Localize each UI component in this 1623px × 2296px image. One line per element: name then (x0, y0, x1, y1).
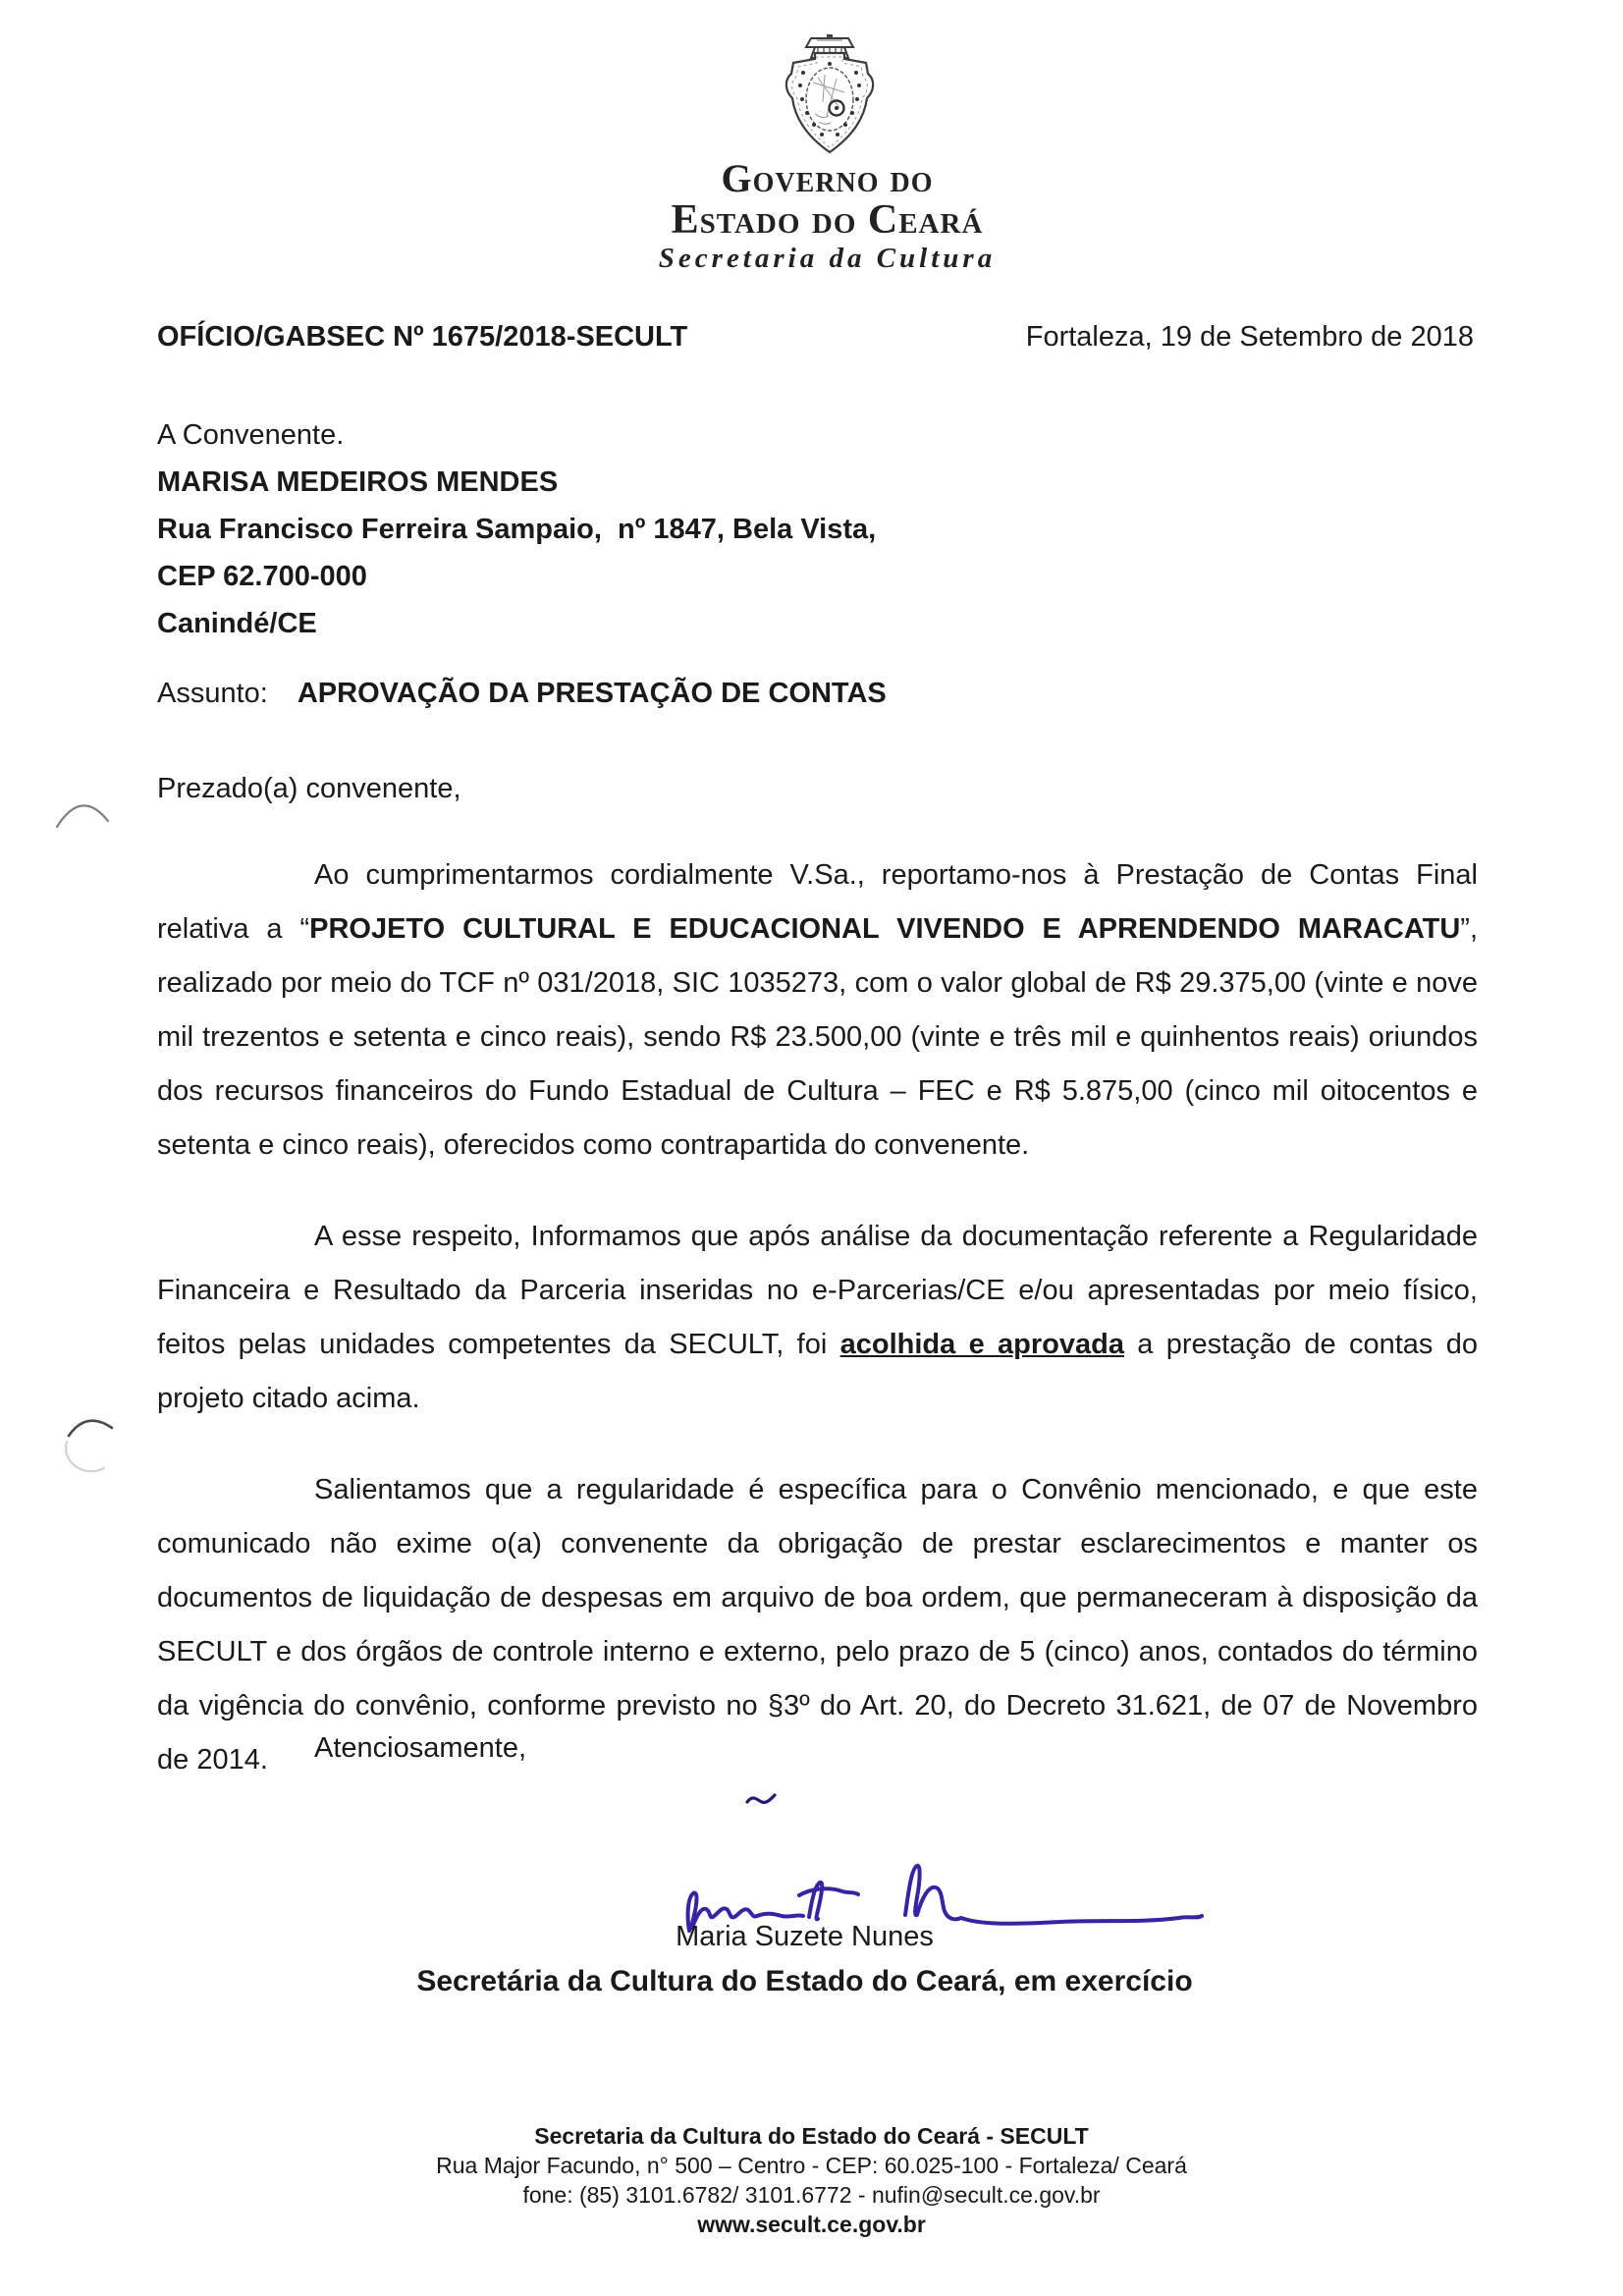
project-title: PROJETO CULTURAL E EDUCACIONAL VIVENDO E APRENDENDO MARACATU (309, 913, 1461, 945)
footer-website: www.secult.ce.gov.br (697, 2212, 926, 2237)
paragraph-2 (157, 1210, 1478, 1426)
pen-mark-icon (744, 1789, 778, 1809)
ceara-coat-of-arms-icon (756, 33, 903, 163)
org-name-line1: Governo do (721, 156, 934, 200)
place-and-date: Fortaleza, 19 de Setembro de 2018 (1025, 321, 1474, 353)
addressee-name: MARISA MEDEIROS MENDES (157, 466, 559, 498)
footer-org: Secretaria da Cultura do Estado do Ceará - SECULT (534, 2123, 1089, 2149)
footer-block (0, 2121, 1623, 2239)
paragraph-text: Salientamos que a regularidade é específica para o Convênio mencionado, e que este comunicado não exime o(a) convenente da obrigação de prestar esclarecimentos e manter os documentos de liquidação de despesas em arquivo de boa ordem, que permaneceram à disposição da SECULT e dos órgãos de controle interno e externo, pelo prazo de 5 (cinco) anos, contados do término da vigência do convênio, conforme previsto no §3º do Art. 20, do Decreto 31.621, de 07 de Novembro de 2014. (157, 1474, 1478, 1776)
paragraph-text: a prestação de contas do projeto citado acima. (157, 1329, 1478, 1414)
document-reference: OFÍCIO/GABSEC Nº 1675/2018-SECULT (157, 321, 688, 353)
addressee-cep: CEP 62.700-000 (157, 561, 367, 592)
subject-line (157, 678, 887, 710)
scan-circle-mark-icon (61, 1412, 120, 1477)
reference-row (157, 320, 1474, 354)
addressee-block (157, 411, 876, 647)
subject-value: APROVAÇÃO DA PRESTAÇÃO DE CONTAS (297, 678, 887, 709)
greeting: Prezado(a) convenente, (157, 773, 461, 804)
addressee-street: Rua Francisco Ferreira Sampaio, nº 1847, Bela Vista, (157, 514, 877, 545)
addressee-intro: A Convenente. (157, 419, 345, 451)
signer-name: Maria Suzete Nunes (676, 1921, 934, 1952)
org-name-line2: Estado do Ceará (671, 197, 984, 243)
paragraph-1 (157, 848, 1478, 1173)
addressee-city: Canindé/CE (157, 608, 317, 639)
department-name: Secretaria da Cultura (658, 243, 997, 274)
signer-title: Secretária da Cultura do Estado do Ceará, em exercício (416, 1965, 1193, 1997)
paragraph-text: A esse respeito, Informamos que após análise da documentação referente a Regularidade Financeira e Resultado da Parceria inseridas no e-Parcerias/CE e/ou apresentadas por meio físico, feitos pelas unidades competentes da SECULT, foi (157, 1221, 1478, 1360)
subject-label: Assunto: (157, 678, 268, 709)
paragraph-text: ”, realizado por meio do TCF nº 031/2018, SIC 1035273, com o valor global de R$ 29.375,00 (vinte e nove mil trezentos e setenta e cinco reais), sendo R$ 23.500,00 (vinte e três mil e quinhentos reais) oriundos dos recursos financeiros do Fundo Estadual de Cultura – FEC e R$ 5.875,00 (cinco mil oitocentos e setenta e cinco reais), oferecidos como contrapartida do convenente. (157, 913, 1478, 1161)
scan-arc-mark-icon (55, 795, 112, 833)
paragraph-text: Ao cumprimentarmos cordialmente V.Sa., reportamo-nos à Prestação de Contas Final relativa a “ (157, 859, 1478, 945)
valediction: Atenciosamente, (314, 1732, 527, 1764)
approval-status: acolhida e aprovada (839, 1329, 1124, 1360)
footer-phone-email: fone: (85) 3101.6782/ 3101.6772 - nufin@secult.ce.gov.br (522, 2182, 1101, 2208)
letterhead (16, 156, 1623, 275)
footer-address: Rua Major Facundo, n° 500 – Centro - CEP: 60.025-100 - Fortaleza/ Ceará (436, 2153, 1187, 2178)
letter-body (157, 848, 1478, 1825)
